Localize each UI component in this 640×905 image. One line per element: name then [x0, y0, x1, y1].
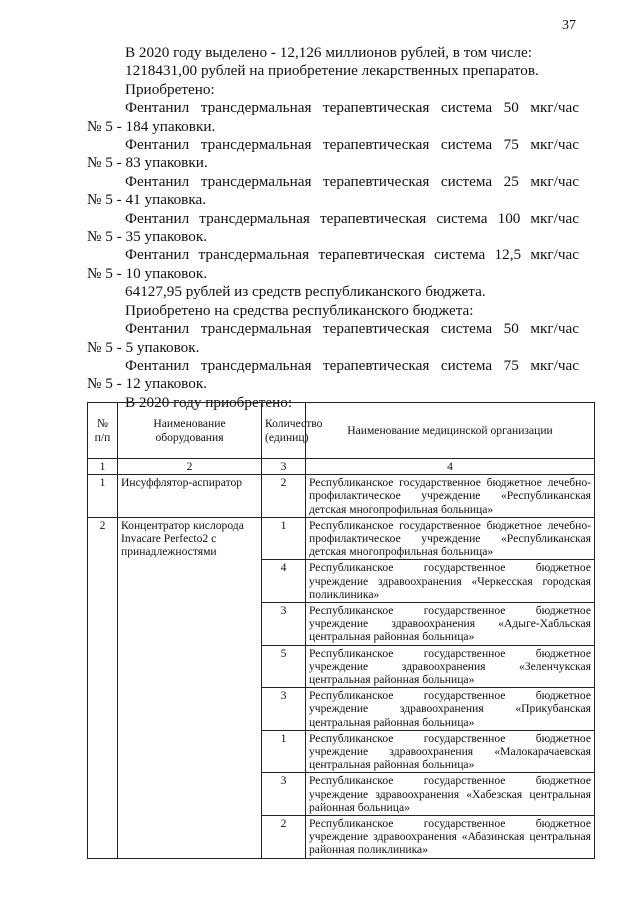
table-column-numbers-row — [88, 459, 595, 475]
row-organization: Республиканское государственное бюджетное учреждение здравоохранения «Адыге-Хабльская центральная районная больница» — [306, 603, 595, 646]
equipment-table — [87, 402, 595, 859]
paragraph-republican-purchased-heading: Приобретено на средства республиканского бюджета: — [125, 301, 474, 319]
row-quantity: 3 — [262, 773, 306, 816]
row-quantity: 2 — [262, 816, 306, 859]
purchase-item-line: Фентанил трансдермальная терапевтическая система 75 мкг/час — [125, 136, 579, 154]
paragraph-purchased-heading: Приобретено: — [125, 80, 215, 98]
purchase-item-quantity: № 5 - 12 упаковок. — [87, 375, 208, 393]
row-quantity: 3 — [262, 688, 306, 731]
purchase-item-line: Фентанил трансдермальная терапевтическая система 50 мкг/час — [125, 99, 579, 117]
purchase-item-quantity: № 5 - 5 упаковок. — [87, 338, 200, 356]
row-num: 2 — [88, 517, 118, 858]
page-number: 37 — [562, 18, 576, 33]
row-num: 1 — [88, 475, 118, 518]
purchase-item-quantity: № 5 - 83 упаковки. — [87, 154, 208, 172]
purchase-item-fentanyl-50 — [87, 99, 579, 136]
purchase-item-fentanyl-75 — [87, 136, 579, 173]
column-number: 1 — [88, 459, 118, 475]
row-organization: Республиканское государственное бюджетное учреждение здравоохранения «Зеленчукская центральная районная больница» — [306, 645, 595, 688]
row-quantity: 1 — [262, 517, 306, 560]
purchase-item-line: Фентанил трансдермальная терапевтическая система 100 мкг/час — [125, 209, 579, 227]
column-number: 3 — [262, 459, 306, 475]
purchase-item-republican-fentanyl-75 — [87, 357, 579, 394]
table-row — [88, 517, 595, 560]
row-equipment: Концентратор кислорода Invacare Perfecto2 с принадлежностями — [118, 517, 262, 858]
body-text — [87, 44, 579, 412]
row-organization: Республиканское государственное бюджетное учреждение здравоохранения «Малокарачаевская центральная районная больница» — [306, 730, 595, 773]
purchase-item-quantity: № 5 - 41 упаковка. — [87, 191, 207, 209]
paragraph-allocation: В 2020 году выделено - 12,126 миллионов рублей, в том числе: — [125, 44, 532, 61]
paragraph-medicines-amount: 1218431,00 рублей на приобретение лекарственных препаратов. — [125, 62, 539, 80]
row-organization: Республиканское государственное бюджетное лечебно-профилактическое учреждение «Республиканская детская многопрофильная больница» — [306, 475, 595, 518]
purchase-item-republican-fentanyl-50 — [87, 320, 579, 357]
column-number: 4 — [306, 459, 595, 475]
row-equipment: Инсуффлятор-аспиратор — [118, 475, 262, 518]
row-organization: Республиканское государственное бюджетное учреждение здравоохранения «Хабезская центральная районная больница» — [306, 773, 595, 816]
table-row — [88, 475, 595, 518]
purchase-item-quantity: № 5 - 184 упаковки. — [87, 117, 216, 135]
purchase-item-quantity: № 5 - 10 упаковок. — [87, 264, 208, 282]
row-quantity: 4 — [262, 560, 306, 603]
purchase-item-fentanyl-12-5 — [87, 246, 579, 283]
row-organization: Республиканское государственное бюджетное учреждение здравоохранения «Черкесская городская поликлиника» — [306, 560, 595, 603]
row-quantity: 5 — [262, 645, 306, 688]
purchase-item-quantity: № 5 - 35 упаковок. — [87, 228, 208, 246]
purchase-item-line: Фентанил трансдермальная терапевтическая система 25 мкг/час — [125, 172, 579, 190]
paragraph-equipment-heading: В 2020 году приобретено: — [125, 393, 293, 411]
header-quantity: Количество (единиц) — [262, 403, 306, 459]
header-num: № п/п — [88, 403, 118, 459]
header-organization: Наименование медицинской организации — [306, 403, 595, 459]
column-number: 2 — [118, 459, 262, 475]
row-organization: Республиканское государственное бюджетное учреждение здравоохранения «Абазинская центральная районная поликлиника» — [306, 816, 595, 859]
row-organization: Республиканское государственное бюджетное лечебно-профилактическое учреждение «Республиканская детская многопрофильная больница» — [306, 517, 595, 560]
header-equipment: Наименование оборудования — [118, 403, 262, 459]
row-quantity: 2 — [262, 475, 306, 518]
paragraph-republican-budget-amount: 64127,95 рублей из средств республиканского бюджета. — [125, 283, 486, 301]
purchase-item-fentanyl-25 — [87, 173, 579, 210]
purchase-item-line: Фентанил трансдермальная терапевтическая система 12,5 мкг/час — [125, 246, 579, 264]
purchase-item-fentanyl-100 — [87, 210, 579, 247]
table-header-row — [88, 403, 595, 459]
row-organization: Республиканское государственное бюджетное учреждение здравоохранения «Прикубанская центральная районная больница» — [306, 688, 595, 731]
purchase-item-line: Фентанил трансдермальная терапевтическая система 75 мкг/час — [125, 356, 579, 374]
purchase-item-line: Фентанил трансдермальная терапевтическая система 50 мкг/час — [125, 320, 579, 338]
row-quantity: 3 — [262, 603, 306, 646]
row-quantity: 1 — [262, 730, 306, 773]
